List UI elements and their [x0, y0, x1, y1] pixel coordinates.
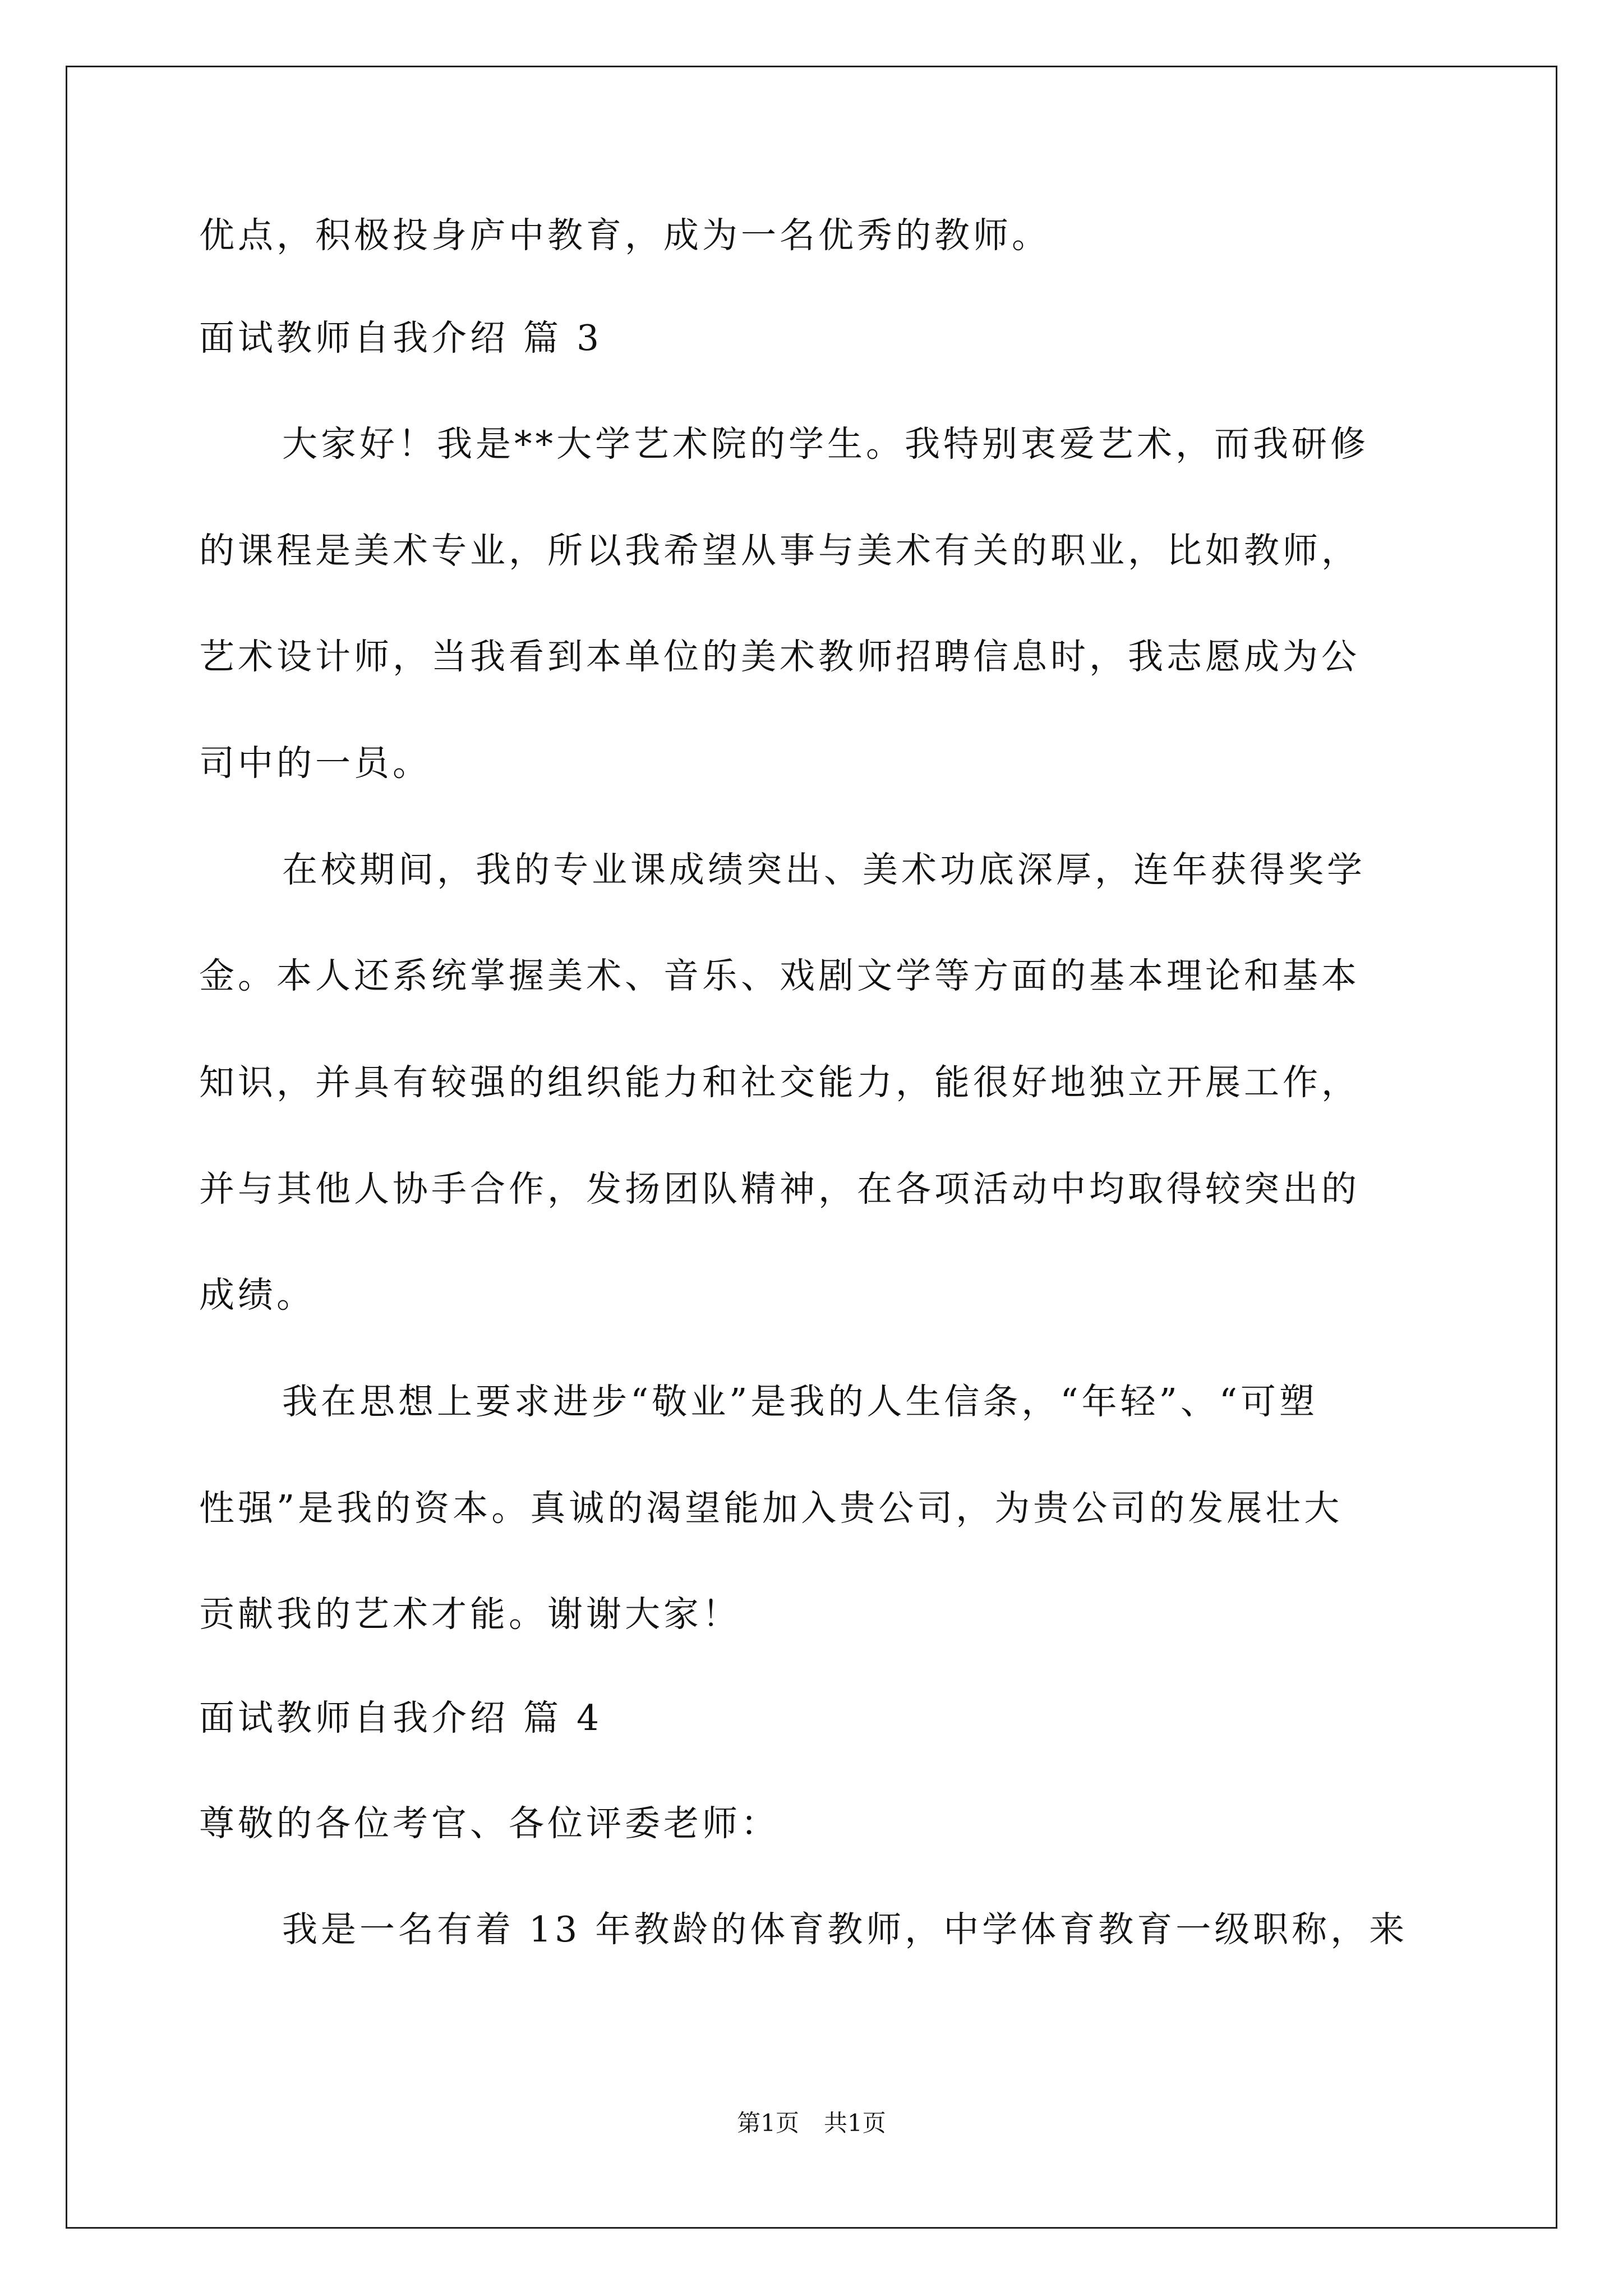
- section-heading: 面试教师自我介绍 篇 3: [199, 318, 603, 358]
- paragraph-line: 知识，并具有较强的组织能力和社交能力，能很好地独立开展工作，: [199, 1062, 1360, 1103]
- paragraph-line: 大家好！我是**大学艺术院的学生。我特别衷爱艺术，而我研修: [282, 424, 1369, 464]
- page-number-total: 共1页: [824, 2109, 886, 2137]
- paragraph-line: 贡献我的艺术才能。谢谢大家！: [199, 1594, 741, 1635]
- paragraph-line: 艺术设计师，当我看到本单位的美术教师招聘信息时，我志愿成为公: [199, 636, 1360, 677]
- paragraph-line: 性强”是我的资本。真诚的渴望能加入贵公司，为贵公司的发展壮大: [199, 1488, 1343, 1529]
- paragraph-line: 并与其他人协手合作，发扬团队精神，在各项活动中均取得较突出的: [199, 1168, 1360, 1209]
- paragraph-line: 的课程是美术专业，所以我希望从事与美术有关的职业，比如教师，: [199, 530, 1360, 571]
- paragraph-line: 金。本人还系统掌握美术、音乐、戏剧文学等方面的基本理论和基本: [199, 955, 1360, 996]
- salutation-line: 尊敬的各位考官、各位评委老师：: [199, 1803, 780, 1844]
- page-number-current: 第1页: [737, 2109, 799, 2137]
- paragraph-line: 在校期间，我的专业课成绩突出、美术功底深厚，连年获得奖学: [282, 849, 1366, 890]
- page-footer: [0, 2106, 1623, 2140]
- paragraph-line: 优点，积极投身庐中教育，成为一名优秀的教师。: [199, 215, 1050, 256]
- paragraph-line: 成绩。: [199, 1274, 315, 1315]
- section-heading: 面试教师自我介绍 篇 4: [199, 1697, 603, 1738]
- page-border: [66, 66, 1557, 2229]
- paragraph-line: 我是一名有着 13 年教龄的体育教师，中学体育教育一级职称，来: [282, 1909, 1408, 1950]
- paragraph-line: 司中的一员。: [199, 743, 431, 784]
- paragraph-line: 我在思想上要求进步“敬业”是我的人生信条，“年轻”、“可塑: [282, 1381, 1318, 1422]
